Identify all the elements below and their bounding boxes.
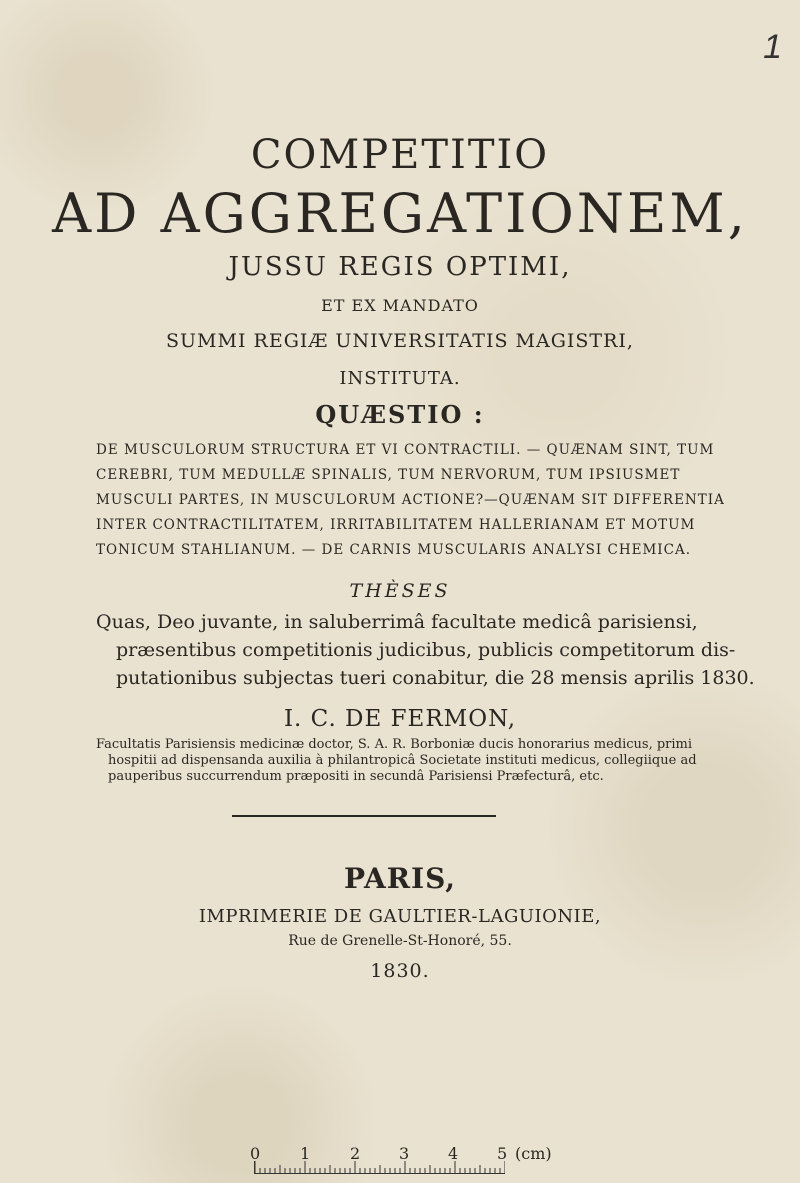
scale-label: 2 [350, 1144, 361, 1163]
scale-label: 4 [448, 1144, 459, 1163]
title-line-5: SUMMI REGIÆ UNIVERSITATIS MAGISTRI, [166, 330, 634, 352]
credentials-line: pauperibus succurrendum præpositi in secundâ Parisiensi Præfecturâ, etc. [108, 769, 604, 784]
quaestio-line: INTER CONTRACTILITATEM, IRRITABILITATEM HALLERIANAM ET MOTUM [96, 517, 696, 533]
theses-text [96, 608, 755, 692]
ruler-ticks [255, 1161, 505, 1173]
theses-heading: THÈSES [349, 580, 451, 602]
imprint-printer: IMPRIMERIE DE GAULTIER-LAGUIONIE, [198, 906, 602, 927]
theses-line: præsentibus competitionis judicibus, publicis competitorum dis- [116, 639, 736, 661]
quaestio-line: CEREBRI, TUM MEDULLÆ SPINALIS, TUM NERVORUM, TUM IPSIUSMET [96, 467, 681, 483]
folio-number: 1 [763, 28, 782, 66]
quaestio-heading: QUÆSTIO : [315, 400, 485, 429]
title-line-4: ET EX MANDATO [321, 296, 479, 315]
title-line-1: COMPETITIO [250, 132, 550, 178]
scale-unit: (cm) [515, 1144, 552, 1163]
scale-ruler [254, 1161, 505, 1174]
scale-label: 1 [300, 1144, 311, 1163]
theses-line: Quas, Deo juvante, in saluberrimâ facultate medicâ parisiensi, [96, 611, 698, 633]
title-line-6: INSTITUTA. [339, 368, 461, 389]
credentials-line: hospitii ad dispensanda auxilia à philantropicâ Societate instituti medicus, collegiique ad [108, 753, 697, 768]
author-name: I. C. DE FERMON, [283, 706, 517, 732]
quaestio-text [96, 438, 725, 563]
theses-line: putationibus subjectas tueri conabitur, die 28 mensis aprilis 1830. [116, 667, 755, 689]
imprint-address: Rue de Grenelle-St-Honoré, 55. [288, 933, 512, 949]
title-line-3: JUSSU REGIS OPTIMI, [228, 252, 572, 282]
credentials-line: Facultatis Parisiensis medicinæ doctor, S. A. R. Borboniæ ducis honorarius medicus, primi [96, 737, 693, 752]
scale-label: 0 [250, 1144, 261, 1163]
imprint-year: 1830. [370, 960, 430, 982]
scale-label: 3 [399, 1144, 410, 1163]
author-credentials [96, 737, 697, 785]
quaestio-line: DE MUSCULORUM STRUCTURA ET VI CONTRACTILI. — QUÆNAM SINT, TUM [96, 442, 715, 458]
divider-rule [232, 815, 496, 817]
quaestio-line: MUSCULI PARTES, IN MUSCULORUM ACTIONE?—QUÆNAM SIT DIFFERENTIA [96, 492, 725, 508]
scale-label: 5 [497, 1144, 508, 1163]
imprint-city: PARIS, [343, 862, 457, 895]
title-line-2: AD AGGREGATIONEM, [52, 182, 748, 245]
quaestio-line: TONICUM STAHLIANUM. — DE CARNIS MUSCULARIS ANALYSI CHEMICA. [96, 542, 691, 558]
